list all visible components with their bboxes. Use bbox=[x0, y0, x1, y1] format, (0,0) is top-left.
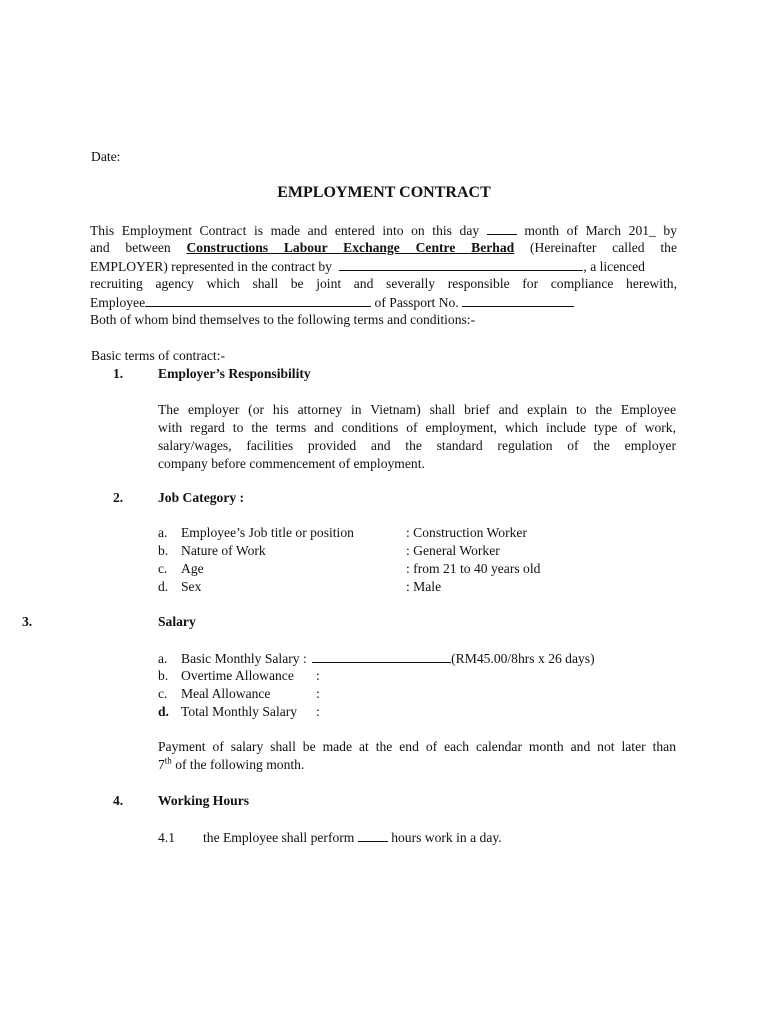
section-3-number: 3. bbox=[22, 614, 33, 629]
intro-line-5: Employee of Passport No. bbox=[90, 293, 677, 311]
section-1-heading: Employer’s Responsibility bbox=[158, 366, 311, 381]
basic-salary-blank bbox=[312, 649, 451, 663]
day-blank bbox=[487, 221, 517, 235]
list-item: a. Basic Monthly Salary : (RM45.00/8hrs x 26 days) bbox=[158, 651, 595, 666]
section-3-heading: Salary bbox=[158, 614, 196, 629]
basic-terms-label: Basic terms of contract:- bbox=[91, 348, 225, 363]
date-label: Date: bbox=[91, 149, 121, 164]
passport-no-blank bbox=[462, 293, 574, 307]
intro-line-2: and between Constructions Labour Exchange Centre Berhad (Hereinafter called the bbox=[90, 240, 677, 255]
working-hours-item: 4.1 the Employee shall perform hours work in a day. bbox=[158, 830, 502, 845]
employer-company-name: Constructions Labour Exchange Centre Berhad bbox=[186, 240, 515, 255]
list-item: a. Employee’s Job title or position : Construction Worker bbox=[158, 525, 527, 540]
list-item: c. Age : from 21 to 40 years old bbox=[158, 561, 541, 576]
representative-blank bbox=[339, 257, 583, 271]
intro-line-1: This Employment Contract is made and entered into on this day month of March 201_ by bbox=[90, 223, 678, 238]
section-2-heading: Job Category : bbox=[158, 490, 245, 505]
intro-line-4: recruiting agency which shall be joint and severally responsible for compliance herewith, bbox=[90, 276, 677, 291]
salary-payment-paragraph: Payment of salary shall be made at the end of each calendar month and not later than 7th of the following month. bbox=[158, 739, 676, 772]
section-1-number: 1. bbox=[113, 366, 124, 381]
employee-name-blank bbox=[145, 293, 371, 307]
list-item: c. Meal Allowance : bbox=[158, 686, 320, 701]
hours-blank bbox=[358, 828, 388, 842]
intro-paragraph bbox=[90, 221, 677, 329]
list-item: b. Nature of Work : General Worker bbox=[158, 543, 500, 558]
intro-line-3: EMPLOYER) represented in the contract by , a licenced bbox=[90, 259, 645, 274]
section-1-paragraph: The employer (or his attorney in Vietnam) shall brief and explain to the Employee with regard to the terms and conditions of employment, which include type of work, salary/wages, facilities provided and the standard regulation of the employer company before commencement of employment. bbox=[158, 402, 676, 471]
section-2-number: 2. bbox=[113, 490, 124, 505]
section-4-heading: Working Hours bbox=[158, 793, 250, 808]
salary-list bbox=[158, 649, 658, 721]
job-category-list bbox=[158, 524, 558, 596]
contract-title: EMPLOYMENT CONTRACT bbox=[277, 184, 491, 201]
list-item: b. Overtime Allowance : bbox=[158, 668, 320, 683]
intro-line-6: Both of whom bind themselves to the following terms and conditions:- bbox=[90, 312, 476, 327]
list-item: d. Total Monthly Salary : bbox=[158, 704, 320, 719]
section-4-number: 4. bbox=[113, 793, 124, 808]
list-item: d. Sex : Male bbox=[158, 579, 442, 594]
